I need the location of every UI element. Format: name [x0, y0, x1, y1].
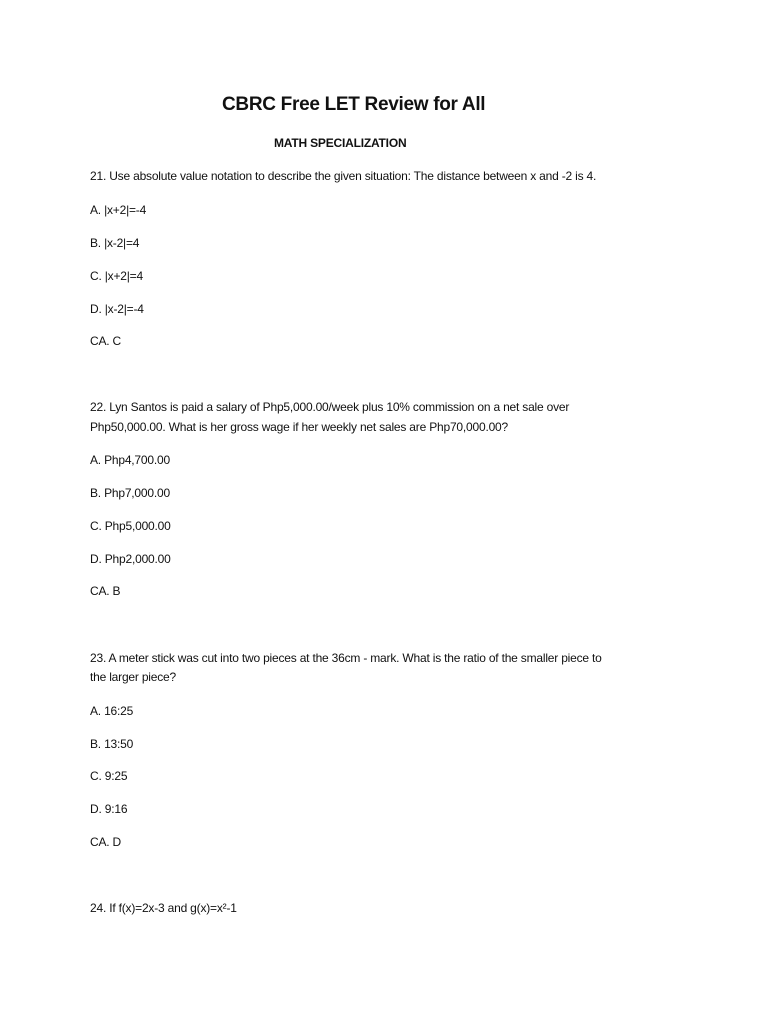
question-22-text-line-2: Php50,000.00. What is her gross wage if her weekly net sales are Php70,000.00?	[90, 420, 508, 434]
question-21-option-b: B. |x-2|=4	[90, 236, 140, 250]
question-23-option-c: C. 9:25	[90, 769, 128, 783]
question-22-option-b: B. Php7,000.00	[90, 486, 170, 500]
question-21-text: 21. Use absolute value notation to describe the given situation: The distance between x and -2 is 4.	[90, 169, 597, 183]
question-21-answer: CA. C	[90, 334, 122, 348]
question-23-text-line-2: the larger piece?	[90, 670, 176, 684]
question-23-text-line-1: 23. A meter stick was cut into two pieces at the 36cm - mark. What is the ratio of the smaller piece to	[90, 651, 602, 665]
question-23-option-a: A. 16:25	[90, 704, 134, 718]
question-23-option-d: D. 9:16	[90, 802, 128, 816]
question-24-text: 24. If f(x)=2x-3 and g(x)=x²-1	[90, 901, 237, 915]
question-21-option-c: C. |x+2|=4	[90, 269, 143, 283]
question-22-option-d: D. Php2,000.00	[90, 552, 171, 566]
question-22-text-line-1: 22. Lyn Santos is paid a salary of Php5,000.00/week plus 10% commission on a net sale over	[90, 400, 570, 414]
question-22-option-c: C. Php5,000.00	[90, 519, 171, 533]
question-22-option-a: A. Php4,700.00	[90, 453, 170, 467]
question-23-answer: CA. D	[90, 835, 122, 849]
question-21-option-d: D. |x-2|=-4	[90, 302, 144, 316]
question-22-answer: CA. B	[90, 584, 121, 598]
question-21-option-a: A. |x+2|=-4	[90, 203, 147, 217]
question-23-option-b: B. 13:50	[90, 737, 134, 751]
section-heading: MATH SPECIALIZATION	[274, 136, 407, 150]
page-title: CBRC Free LET Review for All	[222, 94, 486, 115]
